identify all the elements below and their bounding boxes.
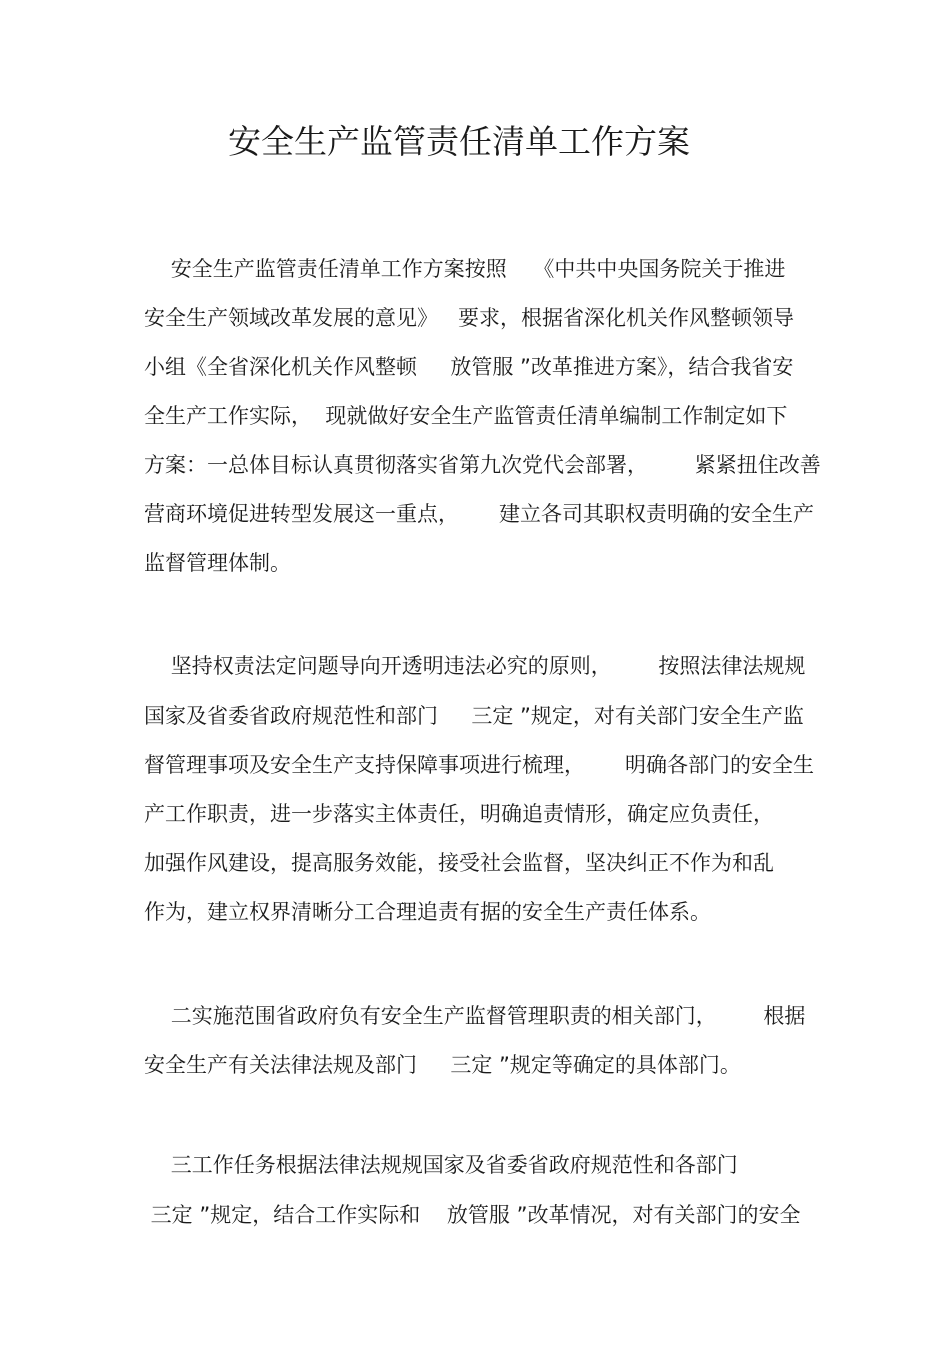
- paragraph-2-line-3: 督管理事项及安全生产支持保障事项进行梳理， 明确各部门的安全生: [144, 753, 815, 777]
- paragraph-4-line-2: 三定 ”规定，结合工作实际和 放管服 ”改革情况，对有关部门的安全: [144, 1203, 801, 1227]
- paragraph-1-line-4: 全生产工作实际， 现就做好安全生产监管责任清单编制工作制定如下: [144, 404, 788, 428]
- paragraph-1-line-7: 监督管理体制。: [144, 551, 291, 575]
- paragraph-1-line-5: 方案：一总体目标认真贯彻落实省第九次党代会部署， 紧紧扭住改善: [144, 453, 821, 477]
- paragraph-1-line-6: 营商环境促进转型发展这一重点， 建立各司其职权责明确的安全生产: [144, 502, 815, 526]
- paragraph-3-line-2: 安全生产有关法律法规及部门 三定 ”规定等确定的具体部门。: [144, 1053, 741, 1077]
- paragraph-2-line-4: 产工作职责，进一步落实主体责任，明确追责情形，确定应负责任，: [144, 802, 774, 826]
- paragraph-2-line-5: 加强作风建设，提高服务效能，接受社会监督，坚决纠正不作为和乱: [144, 851, 774, 875]
- paragraph-3-line-1: 二实施范围省政府负有安全生产监督管理职责的相关部门， 根据: [144, 1004, 806, 1028]
- paragraph-2-line-1: 坚持权责法定问题导向开透明违法必究的原则， 按照法律法规规: [144, 654, 806, 678]
- paragraph-4-line-1: 三工作任务根据法律法规规国家及省委省政府规范性和各部门: [144, 1153, 738, 1177]
- paragraph-2-line-6: 作为，建立权界清晰分工合理追责有据的安全生产责任体系。: [144, 900, 711, 924]
- paragraph-2-line-2: 国家及省委省政府规范性和部门 三定 ”规定，对有关部门安全生产监: [144, 704, 804, 728]
- paragraph-1-line-2: 安全生产领域改革发展的意见》 要求，根据省深化机关作风整顿领导: [144, 306, 795, 330]
- document-title: 安全生产监管责任清单工作方案: [228, 122, 690, 161]
- paragraph-1-line-3: 小组《全省深化机关作风整顿 放管服 ”改革推进方案》，结合我省安: [144, 355, 794, 379]
- paragraph-1-line-1: 安全生产监管责任清单工作方案按照 《中共中央国务院关于推进: [144, 257, 786, 281]
